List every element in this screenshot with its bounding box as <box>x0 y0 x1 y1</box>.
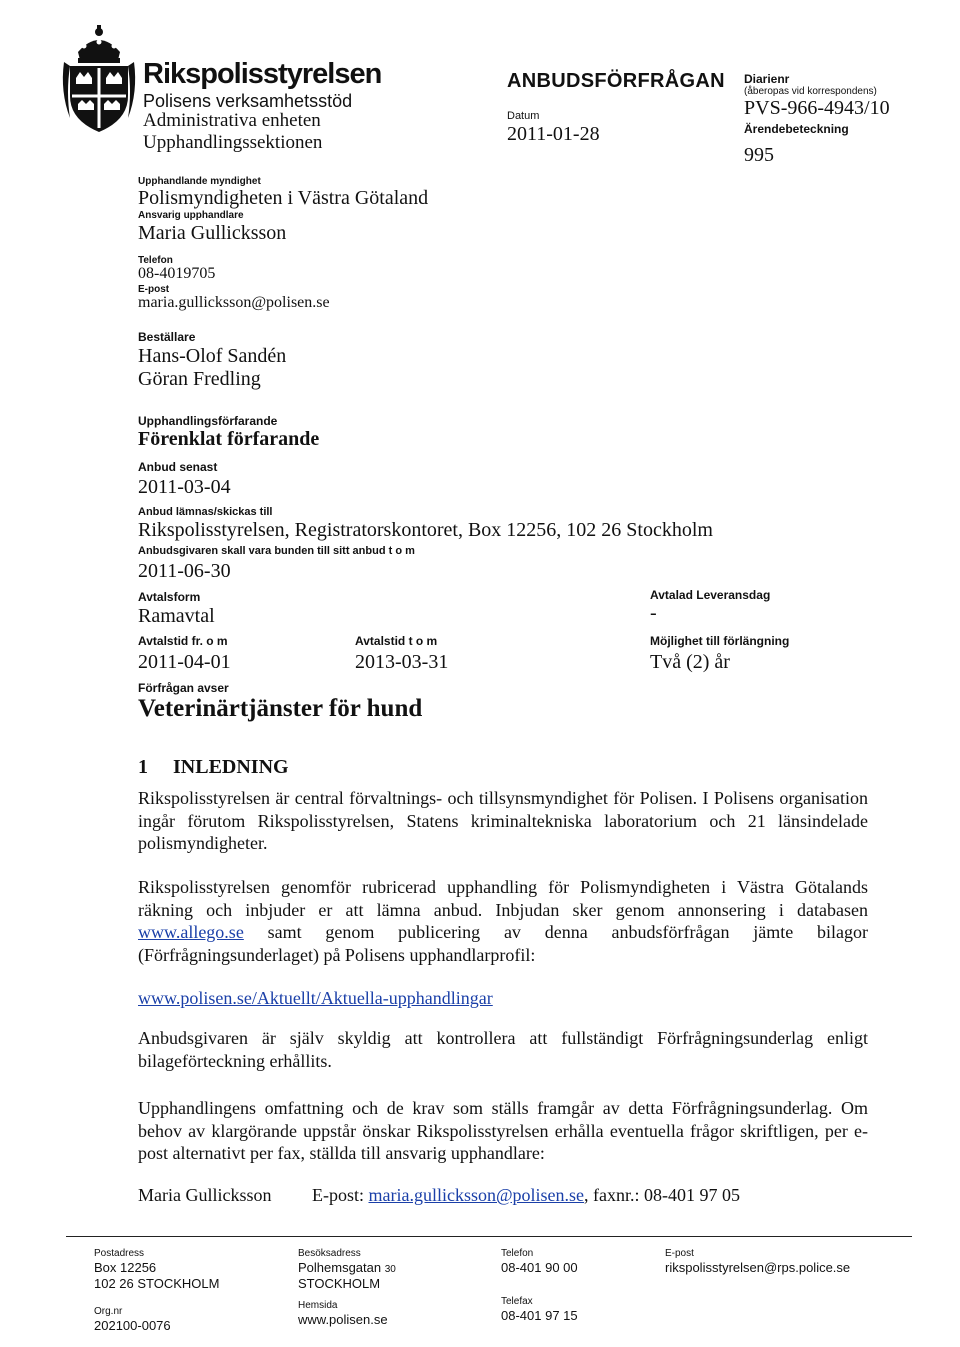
date-value: 2011-01-28 <box>507 123 600 145</box>
authority-label: Upphandlande myndighet <box>138 176 261 187</box>
footer-email-label: E-post <box>665 1248 694 1259</box>
footer-street: Polhemsgatan <box>298 1260 382 1275</box>
delivery-value: - <box>650 602 657 624</box>
contract-to-label: Avtalstid t o m <box>355 634 438 648</box>
bound-label: Anbudsgivaren skall vara bunden till sitt anbud t o m <box>138 545 415 557</box>
section-title: INLEDNING <box>173 756 289 778</box>
paragraph-text: Rikspolisstyrelsen genomför rubricerad upphandling för Polismyndigheten i Västra Götalands räkning och inbjuder er att lämna anbud. Inbjudan sker genom annonsering i databasen <box>138 877 868 920</box>
diarienr-label: Diarienr <box>744 72 790 86</box>
responsible-value: Maria Gullicksson <box>138 222 287 244</box>
diarienr-value: PVS-966-4943/10 <box>744 97 890 119</box>
paragraph-text: samt genom publicering av denna anbudsförfrågan jämte bilagor (Förfrågningsunderlaget) på Polisens upphandlarprofil: <box>138 922 868 965</box>
footer-fax-value: 08-401 97 15 <box>501 1308 578 1323</box>
paragraph-intro: Rikspolisstyrelsen är central förvaltnings- och tillsynsmyndighet för Polisen. I Polisens organisation ingår förutom Rikspolisstyrelsen, Statens kriminaltekniska laboratorium och 21 länsindelade polismyndigheter. <box>138 788 868 853</box>
email-label: E-post <box>138 284 170 295</box>
contact-email-link[interactable]: maria.gullicksson@polisen.se <box>368 1185 585 1205</box>
procurement-profile-link[interactable]: www.polisen.se/Aktuellt/Aktuella-upphandlingar <box>138 988 493 1008</box>
subject-value: Veterinärtjänster för hund <box>138 695 423 722</box>
section-number: 1 <box>138 756 148 778</box>
delivery-label: Avtalad Leveransdag <box>650 588 771 602</box>
org-section: Upphandlingssektionen <box>143 132 323 153</box>
email-value: maria.gullicksson@polisen.se <box>138 294 330 311</box>
contract-from-label: Avtalstid fr. o m <box>138 634 228 648</box>
contact-fax: , faxnr.: 08-401 97 05 <box>584 1185 741 1205</box>
procedure-label: Upphandlingsförfarande <box>138 414 278 428</box>
org-name: Rikspolisstyrelsen <box>143 58 382 90</box>
orderers-label: Beställare <box>138 330 196 344</box>
footer-fax-label: Telefax <box>501 1296 533 1307</box>
orderer-name: Göran Fredling <box>138 368 261 390</box>
footer-orgnr-value: 202100-0076 <box>94 1318 171 1333</box>
footer-web-value[interactable]: www.polisen.se <box>298 1312 388 1327</box>
footer-street-number: 30 <box>384 1264 396 1275</box>
footer-divider <box>66 1236 912 1237</box>
contact-email-label: E-post: <box>312 1185 369 1205</box>
footer-visit-line2: STOCKHOLM <box>298 1276 381 1291</box>
paragraph-questions: Upphandlingens omfattning och de krav som ställs framgår av detta Förfrågningsunderlag. Om behov av klargörande uppstår önskar Rikspolisstyrelsen erhålla eventuella frågor skriftligen, per e-post alternativt per fax, ställda till ansvarig upphandlare: <box>138 1098 868 1163</box>
paragraph-link <box>138 987 868 1010</box>
extension-value: Två (2) år <box>650 651 730 673</box>
submit-value: Rikspolisstyrelsen, Registratorskontoret, Box 12256, 102 26 Stockholm <box>138 519 713 541</box>
responsible-label: Ansvarig upphandlare <box>138 210 244 221</box>
contract-from-value: 2011-04-01 <box>138 651 231 673</box>
org-unit: Administrativa enheten <box>143 110 321 131</box>
paragraph-check: Anbudsgivaren är själv skyldig att kontrollera att fullständigt Förfrågningsunderlag enligt bilageförteckning erhållits. <box>138 1028 868 1071</box>
footer-post-label: Postadress <box>94 1248 145 1259</box>
phone-value: 08-4019705 <box>138 265 216 282</box>
footer-web-label: Hemsida <box>298 1300 338 1311</box>
footer-post-line1: Box 12256 <box>94 1260 157 1275</box>
police-crest-logo <box>60 22 138 134</box>
orderer-name: Hans-Olof Sandén <box>138 345 287 367</box>
arende-value: 995 <box>744 144 774 166</box>
org-subtitle: Polisens verksamhetsstöd <box>143 91 353 111</box>
diarienr-note: (åberopas vid korrespondens) <box>744 86 877 97</box>
bound-value: 2011-06-30 <box>138 560 231 582</box>
contact-line <box>312 1185 740 1206</box>
phone-label: Telefon <box>138 255 173 266</box>
allego-link[interactable]: www.allego.se <box>138 922 244 942</box>
document-type: ANBUDSFÖRFRÅGAN <box>507 70 725 92</box>
authority-value: Polismyndigheten i Västra Götaland <box>138 187 429 209</box>
submit-label: Anbud lämnas/skickas till <box>138 506 273 518</box>
footer-visit-line1 <box>298 1260 396 1275</box>
extension-label: Möjlighet till förlängning <box>650 634 790 648</box>
paragraph-procurement <box>138 876 868 966</box>
footer-visit-label: Besöksadress <box>298 1248 361 1259</box>
footer-phone-value: 08-401 90 00 <box>501 1260 578 1275</box>
footer-phone-label: Telefon <box>501 1248 534 1259</box>
footer-post-line2: 102 26 STOCKHOLM <box>94 1276 220 1291</box>
deadline-label: Anbud senast <box>138 460 218 474</box>
contract-form-label: Avtalsform <box>138 590 201 604</box>
footer-orgnr-label: Org.nr <box>94 1306 123 1317</box>
procedure-value: Förenklat förfarande <box>138 428 320 450</box>
footer-email-value[interactable]: rikspolisstyrelsen@rps.police.se <box>665 1260 851 1275</box>
contract-to-value: 2013-03-31 <box>355 651 449 673</box>
subject-label: Förfrågan avser <box>138 681 229 695</box>
contract-form-value: Ramavtal <box>138 605 215 627</box>
date-label: Datum <box>507 110 540 122</box>
deadline-value: 2011-03-04 <box>138 476 231 498</box>
arende-label: Ärendebeteckning <box>744 122 849 136</box>
contact-name: Maria Gullicksson <box>138 1185 272 1205</box>
